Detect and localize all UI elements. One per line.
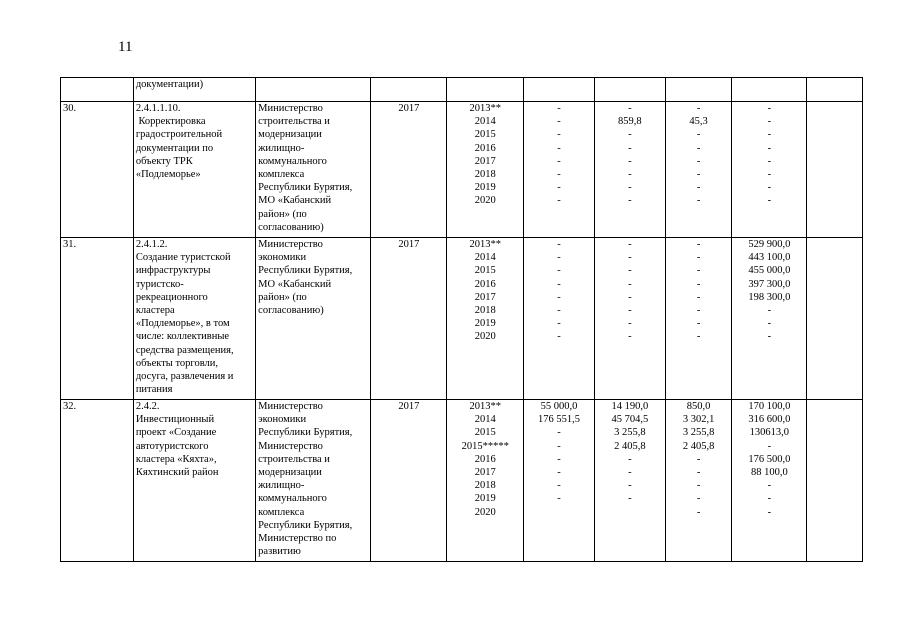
cell-value-1: - - - - - - - - [524,238,595,400]
cell-empty [807,78,863,102]
cell-value-4: - - - - - - - - [732,102,807,238]
table-row [61,238,863,400]
cell-value-1 [524,78,595,102]
cell-empty [807,238,863,400]
cell-value-1: 55 000,0 176 551,5 - - - - - - [524,400,595,562]
cell-value-4 [732,78,807,102]
cell-executor: Министерство строительства и модернизации жилищно- коммунального комплекса Республики Бурятия, МО «Кабанский район» (по согласованию) [256,102,371,238]
cell-value-3: - 45,3 - - - - - - [665,102,732,238]
cell-empty [807,400,863,562]
cell-num: 30. [61,102,134,238]
cell-name: 2.4.1.2. Создание туристской инфраструктуры туристско- рекреационного кластера «Подлеморье», в том числе: коллективные средства размещения, объекты торговли, досуга, развлечения и питания [133,238,255,400]
cell-name: 2.4.1.1.10. Корректировка градостроительной документации по объекту ТРК «Подлеморье» [133,102,255,238]
cell-num: 31. [61,238,134,400]
cell-value-3: - - - - - - - - [665,238,732,400]
cell-value-2 [594,78,665,102]
cell-value-2: - 859,8 - - - - - - [594,102,665,238]
cell-executor: Министерство экономики Республики Бурятия, Министерство строительства и модернизации жилищно- коммунального комплекса Республики Бурятия, Министерство по развитию [256,400,371,562]
cell-periods: 2013** 2014 2015 2016 2017 2018 2019 2020 [447,102,524,238]
cell-year [371,78,447,102]
table-row [61,102,863,238]
cell-num: 32. [61,400,134,562]
cell-periods [447,78,524,102]
cell-year: 2017 [371,400,447,562]
cell-value-4: 170 100,0 316 600,0 130613,0 - 176 500,0 88 100,0 - - - [732,400,807,562]
cell-name: документации) [133,78,255,102]
cell-empty [807,102,863,238]
page-number: 11 [118,39,133,55]
cell-name: 2.4.2. Инвестиционный проект «Создание автотуристского кластера «Кяхта», Кяхтинский район [133,400,255,562]
cell-executor: Министерство экономики Республики Бурятия, МО «Кабанский район» (по согласованию) [256,238,371,400]
cell-periods: 2013** 2014 2015 2015***** 2016 2017 2018 2019 2020 [447,400,524,562]
table-row [61,400,863,562]
cell-value-3 [665,78,732,102]
table-row-continuation [61,78,863,102]
cell-year: 2017 [371,102,447,238]
cell-year: 2017 [371,238,447,400]
cell-value-2: - - - - - - - - [594,238,665,400]
cell-value-4: 529 900,0 443 100,0 455 000,0 397 300,0 198 300,0 - - - [732,238,807,400]
budget-table [60,77,863,562]
cell-value-3: 850,0 3 302,1 3 255,8 2 405,8 - - - - - [665,400,732,562]
cell-executor [256,78,371,102]
cell-periods: 2013** 2014 2015 2016 2017 2018 2019 2020 [447,238,524,400]
cell-num [61,78,134,102]
cell-value-2: 14 190,0 45 704,5 3 255,8 2 405,8 - - - - [594,400,665,562]
cell-value-1: - - - - - - - - [524,102,595,238]
